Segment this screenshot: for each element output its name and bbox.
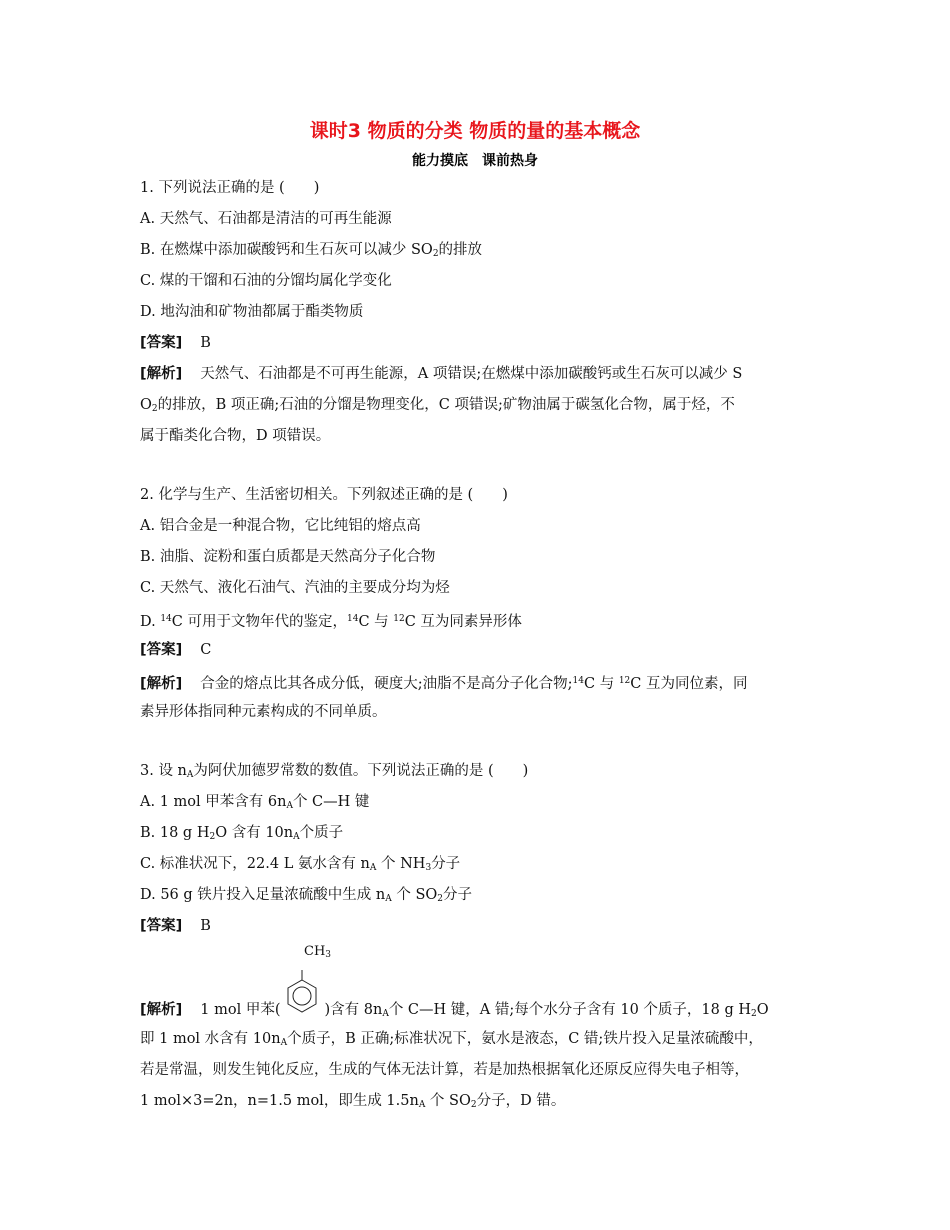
q3-analysis-line-4: 1 mol×3=2n，n=1.5 mol，即生成 $1.5n_A$ 个 $SO_2$分子，D 错。 [140,1093,566,1110]
q3-option-d: D. 56 g 铁片投入足量浓硫酸中生成 $n_A$ 个 $SO_2$分子 [140,887,473,904]
toluene-methyl-label: $CH_3$ [304,944,332,960]
q1-analysis-line-3: 属于酯类化合物，D 项错误。 [140,428,331,444]
q3-stem: 3. 设 $n_A$为阿伏加德罗常数的数值。下列说法正确的是 ( ) [140,763,529,780]
q1-option-c: C. 煤的干馏和石油的分馏均属化学变化 [140,273,392,289]
q1-analysis-line-2: $O_2$的排放，B 项正确;石油的分馏是物理变化，C 项错误;矿物油属于碳氢化合物，属于烃，不 [140,397,735,414]
q1-option-b: B. 在燃煤中添加碳酸钙和生石灰可以减少 $SO_2$的排放 [140,242,483,259]
q2-option-a: A. 铝合金是一种混合物，它比纯铝的熔点高 [140,518,421,534]
analysis-label: [解析] [140,1002,183,1018]
q1-option-a: A. 天然气、石油都是清洁的可再生能源 [140,211,392,227]
section-subtitle: 能力摸底 课前热身 [412,153,538,169]
answer-label: [答案] [140,918,183,934]
analysis-label: [解析] [140,366,183,382]
q2-analysis-line-2: 素异形体指同种元素构成的不同单质。 [140,704,387,720]
q3-option-b: B. 18 g $H_2O$ 含有 $10n_A$个质子 [140,825,344,842]
q2-option-d: D. $^{14}$C 可用于文物年代的鉴定，$^{14}$C 与 $^{12}$C 互为同素异形体 [140,614,522,630]
q3-analysis-line-1: [解析] 1 mol 甲苯( )含有 $8n_A$个 C—H 键，A 错;每个水分子含有 10 个质子，18 g $H_2O$ [140,998,769,1024]
q1-option-d: D. 地沟油和矿物油都属于酯类物质 [140,304,364,320]
q3-option-c: C. 标准状况下，22.4 L 氨水含有 $n_A$ 个 $NH_3$分子 [140,856,461,873]
q2-answer: [答案] C [140,642,212,658]
q3-answer: [答案] B [140,918,211,934]
answer-label: [答案] [140,642,183,658]
q3-analysis-line-3: 若是常温，则发生钝化反应，生成的气体无法计算，若是加热根据氧化还原反应得失电子相等， [140,1062,749,1078]
page-title: 课时3 物质的分类 物质的量的基本概念 [309,120,641,142]
q2-option-c: C. 天然气、液化石油气、汽油的主要成分均为烃 [140,580,450,596]
q1-stem: 1. 下列说法正确的是 ( ) [140,180,320,196]
q3-analysis-line-2: 即 1 mol 水含有 $10n_A$个质子，B 正确;标准状况下，氨水是液态，C 错;铁片投入足量浓硫酸中， [140,1031,763,1048]
toluene-structure-icon [280,998,324,1018]
analysis-label: [解析] [140,676,183,692]
q2-analysis-line-1: [解析] 合金的熔点比其各成分低，硬度大;油脂不是高分子化合物;$^{14}$C 与 $^{12}$C 互为同位素，同 [140,676,748,692]
q2-option-b: B. 油脂、淀粉和蛋白质都是天然高分子化合物 [140,549,436,565]
q3-option-a: A. 1 mol 甲苯含有 $6n_A$个 C—H 键 [140,794,370,811]
q2-stem: 2. 化学与生产、生活密切相关。下列叙述正确的是 ( ) [140,487,508,503]
answer-label: [答案] [140,335,183,351]
q1-answer: [答案] B [140,335,211,351]
q1-analysis-line-1: [解析] 天然气、石油都是不可再生能源，A 项错误;在燃煤中添加碳酸钙或生石灰可以减少 S [140,366,743,382]
